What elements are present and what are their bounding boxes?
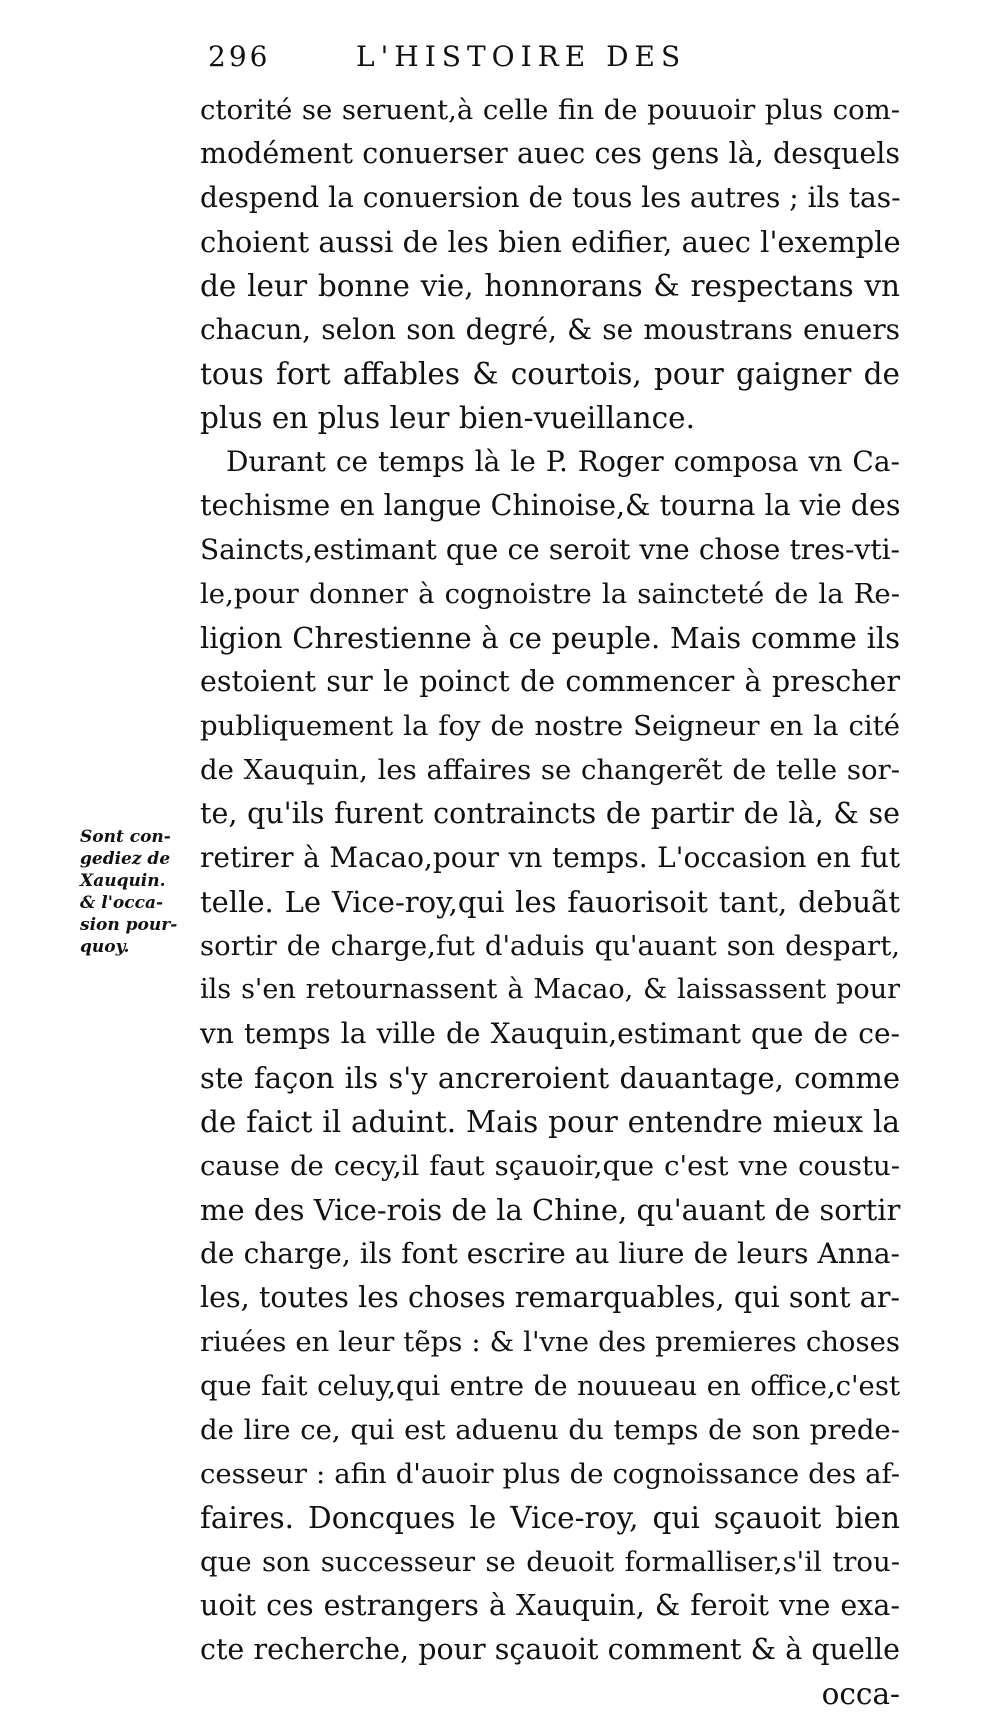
text-line: despend la conuersion de tous les autres ; ils tas- <box>200 181 901 214</box>
text-line: Saincts,estimant que ce seroit vne chose tres-vti- <box>200 533 900 566</box>
text-line: cesseur : afin d'auoir plus de cognoissance des af- <box>200 1458 900 1490</box>
text-line: ligion Chrestienne à ce peuple. Mais comme ils <box>200 621 900 655</box>
page-number: 296 <box>208 40 271 73</box>
running-title: L'HISTOIRE DES <box>356 40 687 73</box>
marginal-note-line: Sont con- <box>80 827 171 847</box>
text-line: estoient sur le poinct de commencer à prescher <box>200 665 900 698</box>
text-line: techisme en langue Chinoise,& tourna la vie des <box>200 489 901 522</box>
text-line: faires. Doncques le Vice-roy, qui sçauoit bien <box>200 1501 900 1535</box>
text-line: publiquement la foy de nostre Seigneur en la cité <box>200 710 900 742</box>
paragraph-start-line: Durant ce temps là le P. Roger composa vn Ca- <box>226 445 900 478</box>
text-line: me des Vice-rois de la Chine, qu'auant de sortir <box>200 1193 901 1227</box>
text-line: cause de cecy,il faut sçauoir,que c'est vne coustu- <box>200 1150 900 1182</box>
text-line: te, qu'ils furent contraincts de partir de là, & se <box>200 797 900 830</box>
text-line: ils s'en retournassent à Macao, & laissassent pour <box>200 974 900 1005</box>
text-line: chacun, selon son degré, & se moustrans enuers <box>200 313 900 346</box>
marginal-note <box>80 826 195 958</box>
text-line: les, toutes les choses remarquables, qui sont ar- <box>200 1281 900 1314</box>
text-line: tous fort affables & courtois, pour gaigner de <box>200 357 900 391</box>
text-line: retirer à Macao,pour vn temps. L'occasion en fut <box>200 841 900 874</box>
marginal-note-line: quoy. <box>80 937 130 957</box>
text-line: riuées en leur tẽps : & l'vne des premieres choses <box>200 1326 900 1358</box>
text-line: telle. Le Vice-roy,qui les fauorisoit tant, debuãt <box>200 885 900 919</box>
marginal-note-line: Xauquin. <box>80 871 166 891</box>
text-line: de leur bonne vie, honnorans & respectans vn <box>200 269 900 303</box>
marginal-note-line: gediez de <box>80 849 171 869</box>
running-head <box>208 40 768 80</box>
text-line: vn temps la ville de Xauquin,estimant que de ce- <box>200 1017 900 1050</box>
text-line: de lire ce, qui est aduenu du temps de son prede- <box>200 1414 900 1446</box>
text-line: modément conuerser auec ces gens là, desquels <box>200 137 900 170</box>
marginal-note-line: & l'occa- <box>80 893 164 913</box>
text-line: cte recherche, pour sçauoit comment & à quelle <box>200 1633 900 1666</box>
text-line: le,pour donner à cognoistre la saincteté de la Re- <box>200 578 900 610</box>
text-line: uoit ces estrangers à Xauquin, & feroit vne exa- <box>200 1589 900 1622</box>
text-line: que fait celuy,qui entre de nouueau en office,c'est <box>200 1370 900 1402</box>
body-text <box>200 88 900 1716</box>
marginal-note-line: sion pour- <box>80 915 178 935</box>
text-line: choient aussi de les bien edifier, auec l'exemple <box>200 225 901 259</box>
text-line: ste façon ils s'y ancreroient dauantage, comme <box>200 1061 900 1095</box>
text-line: de Xauquin, les affaires se changerẽt de telle sor- <box>200 754 900 786</box>
text-line: de faict il aduint. Mais pour entendre mieux la <box>200 1105 900 1139</box>
text-line: de charge, ils font escrire au liure de leurs Anna- <box>200 1237 900 1270</box>
text-line: sortir de charge,fut d'aduis qu'auant son despart, <box>200 930 900 962</box>
text-line: ctorité se seruent,à celle fin de pouuoir plus com- <box>200 94 900 126</box>
text-line: que son successeur se deuoit formalliser,s'il trou- <box>200 1546 900 1578</box>
paragraph-end-line: plus en plus leur bien-vueillance. <box>200 401 695 435</box>
catchword: occa- <box>821 1677 900 1711</box>
